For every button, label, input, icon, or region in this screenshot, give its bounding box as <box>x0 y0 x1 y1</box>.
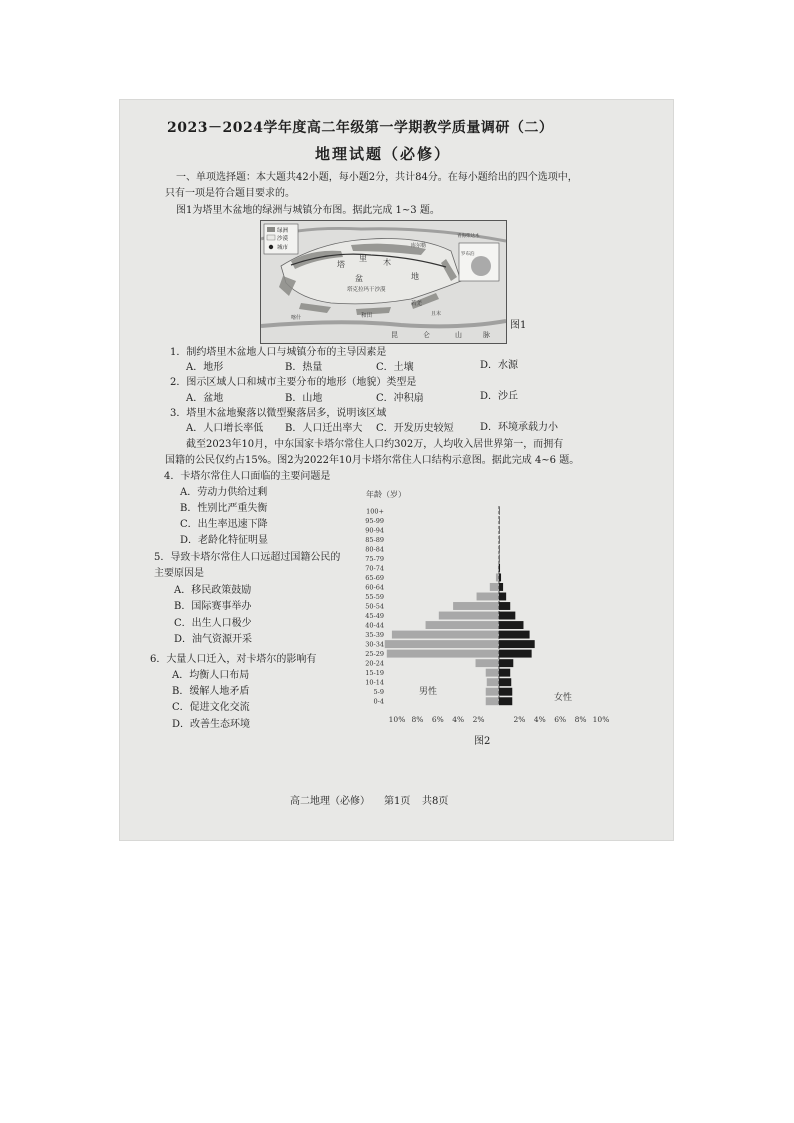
male-bar <box>387 650 499 658</box>
question-4-stem: 4．卡塔尔常住人口面临的主要问题是 <box>164 471 331 482</box>
footer-total: 共8页 <box>422 796 449 807</box>
age-tick-label: 45-49 <box>365 612 384 621</box>
x-tick-label: 6% <box>554 715 567 724</box>
q6-option-a: A．均衡人口布局 <box>172 670 250 681</box>
figure1-map <box>260 220 507 344</box>
map-label-pen: 盆 <box>355 274 363 283</box>
q2-option-a: A．盆地 <box>186 393 224 404</box>
q1-option-c: C．土壤 <box>376 362 414 373</box>
q6-option-d: D．改善生态环境 <box>172 719 251 730</box>
passage-line-2: 国籍的公民仅约占15%。图2为2022年10月卡塔尔常住人口结构示意图。据此完成 4~6 题。 <box>165 455 580 466</box>
footer-subject: 高二地理（必修） <box>290 796 370 807</box>
question-2-stem: 2．图示区域人口和城市主要分布的地形（地貌）类型是 <box>170 377 417 388</box>
female-bar <box>499 612 515 620</box>
x-tick-label: 4% <box>452 715 465 724</box>
population-pyramid <box>362 484 622 749</box>
female-bar <box>499 650 532 658</box>
age-tick-label: 85-89 <box>365 535 384 544</box>
footer-page: 第1页 <box>384 796 411 807</box>
map-label-li: 里 <box>359 254 367 263</box>
q6-option-c: C．促进文化交流 <box>172 702 250 713</box>
age-tick-label: 55-59 <box>365 592 384 601</box>
female-bar <box>499 631 530 639</box>
female-bar <box>499 640 535 648</box>
q1-option-a: A．地形 <box>186 362 224 373</box>
age-tick-label: 30-34 <box>365 640 384 649</box>
age-tick-label: 65-69 <box>365 573 384 582</box>
male-bar <box>453 602 499 610</box>
male-bar <box>385 640 499 648</box>
female-bar <box>499 659 513 667</box>
map-label-kashi: 喀什 <box>291 315 302 321</box>
female-bar <box>499 669 510 677</box>
q3-option-b: B．人口迁出率大 <box>285 423 363 434</box>
x-tick-label: 2% <box>513 715 526 724</box>
legend-female: 女性 <box>554 693 573 703</box>
q4-option-a: A．劳动力供给过剩 <box>180 487 268 498</box>
map-label-qiemo: 且末 <box>431 311 442 317</box>
q4-option-b: B．性别比严重失衡 <box>180 503 268 514</box>
map-legend-desert: 沙漠 <box>277 236 289 242</box>
age-tick-label: 95-99 <box>365 516 384 525</box>
age-tick-label: 25-29 <box>365 650 384 659</box>
female-bar <box>499 602 510 610</box>
age-tick-label: 10-14 <box>365 678 384 687</box>
age-tick-label: 0-4 <box>373 697 384 706</box>
age-tick-label: 20-24 <box>365 659 384 668</box>
map-label-ta: 塔 <box>337 260 345 269</box>
x-tick-label: 8% <box>411 715 424 724</box>
instructions-line-1: 一、单项选择题：本大题共42小题，每小题2分，共计84分。在每小题给出的四个选项中， <box>176 172 578 183</box>
question-3-stem: 3．塔里木盆地聚落以微型聚落居多，说明该区域 <box>170 408 387 419</box>
age-tick-label: 70-74 <box>365 564 384 573</box>
q2-option-c: C．冲积扇 <box>376 393 424 404</box>
map-label-mai: 脉 <box>483 331 490 339</box>
age-tick-label: 35-39 <box>365 631 384 640</box>
q2-option-b: B．山地 <box>285 393 323 404</box>
exam-subtitle: 地理试题（必修） <box>315 145 452 163</box>
map-label-di: 地 <box>411 272 419 281</box>
pyramid-ylabel: 年龄（岁） <box>366 490 406 499</box>
map-label-mu: 木 <box>383 258 391 267</box>
age-tick-label: 50-54 <box>365 602 384 611</box>
age-tick-label: 80-84 <box>365 545 384 554</box>
male-bar <box>486 697 499 705</box>
x-tick-label: 4% <box>533 715 546 724</box>
age-tick-label: 5-9 <box>373 688 384 697</box>
female-bar <box>499 697 512 705</box>
passage-line-1: 截至2023年10月，中东国家卡塔尔常住人口约302万，人均收入居世界第一，而拥有 <box>186 439 564 450</box>
figure2-caption: 图2 <box>474 736 491 747</box>
female-bar <box>499 688 512 696</box>
age-tick-label: 60-64 <box>365 583 384 592</box>
question-5-stem-2: 主要原因是 <box>154 568 204 579</box>
male-bar <box>439 612 499 620</box>
male-bar <box>486 688 499 696</box>
question-1-stem: 1．制约塔里木盆地人口与城镇分布的主导因素是 <box>170 347 387 358</box>
q3-option-a: A．人口增长率低 <box>186 423 264 434</box>
q4-option-c: C．出生率迅速下降 <box>180 519 268 530</box>
figure1-intro: 图1为塔里木盆地的绿洲与城镇分布图。据此完成 1~3 题。 <box>176 205 440 216</box>
age-tick-label: 100+ <box>366 507 384 516</box>
x-tick-label: 10% <box>592 715 610 724</box>
x-tick-label: 6% <box>431 715 444 724</box>
q5-option-a: A．移民政策鼓励 <box>174 585 252 596</box>
male-bar <box>426 621 499 629</box>
map-label-korla: 库尔勒 <box>411 243 427 249</box>
tarim-basin-map <box>261 221 506 343</box>
x-tick-label: 2% <box>472 715 485 724</box>
exam-title: 2023－2024学年度高二年级第一学期教学质量调研（二） <box>167 120 554 136</box>
map-label-hetian: 和田 <box>361 313 373 319</box>
x-tick-label: 8% <box>574 715 587 724</box>
q5-option-b: B．国际赛事举办 <box>174 601 252 612</box>
instructions-line-2: 只有一项是符合题目要求的。 <box>165 188 295 199</box>
male-bar <box>487 678 499 686</box>
q2-option-d: D．沙丘 <box>480 391 519 402</box>
legend-male: 男性 <box>419 687 438 697</box>
age-tick-label: 15-19 <box>365 669 384 678</box>
map-label-kun: 昆 <box>391 331 398 339</box>
map-label-shan: 山 <box>455 331 462 339</box>
age-tick-label: 90-94 <box>365 526 384 535</box>
q1-option-d: D．水源 <box>480 360 519 371</box>
male-bar <box>477 593 499 601</box>
q6-option-b: B．缓解人地矛盾 <box>172 686 250 697</box>
female-bar <box>499 678 511 686</box>
map-label-ruoqiang: 若羌 <box>411 301 423 307</box>
map-label-qinghai: 青海柴达木 <box>457 234 480 239</box>
q1-option-b: B．热量 <box>285 362 323 373</box>
q3-option-c: C．开发历史较短 <box>376 423 454 434</box>
q5-option-c: C．出生人口极少 <box>174 618 252 629</box>
question-5-stem: 5．导致卡塔尔常住人口远超过国籍公民的 <box>154 552 341 563</box>
map-label-taklimakan: 塔克拉玛干沙漠 <box>347 287 386 293</box>
map-legend-city: 城市 <box>277 245 289 251</box>
q5-option-d: D．油气资源开采 <box>174 634 253 645</box>
female-bar <box>499 593 506 601</box>
figure2-chart <box>362 484 622 749</box>
male-bar <box>392 631 499 639</box>
age-tick-label: 40-44 <box>365 621 384 630</box>
x-tick-label: 10% <box>388 715 406 724</box>
male-bar <box>496 573 499 581</box>
map-legend-oasis: 绿洲 <box>277 228 289 234</box>
figure1-caption: 图1 <box>510 320 527 331</box>
age-tick-label: 75-79 <box>365 554 384 563</box>
question-6-stem: 6．大量人口迁入，对卡塔尔的影响有 <box>150 654 317 665</box>
q4-option-d: D．老龄化特征明显 <box>180 535 269 546</box>
map-label-lun: 仑 <box>423 331 430 339</box>
q3-option-d: D．环境承载力小 <box>480 422 559 433</box>
female-bar <box>499 621 523 629</box>
male-bar <box>476 659 499 667</box>
male-bar <box>490 583 499 591</box>
female-bar <box>499 583 503 591</box>
map-label-lopnur: 罗布泊 <box>461 252 475 257</box>
male-bar <box>486 669 499 677</box>
